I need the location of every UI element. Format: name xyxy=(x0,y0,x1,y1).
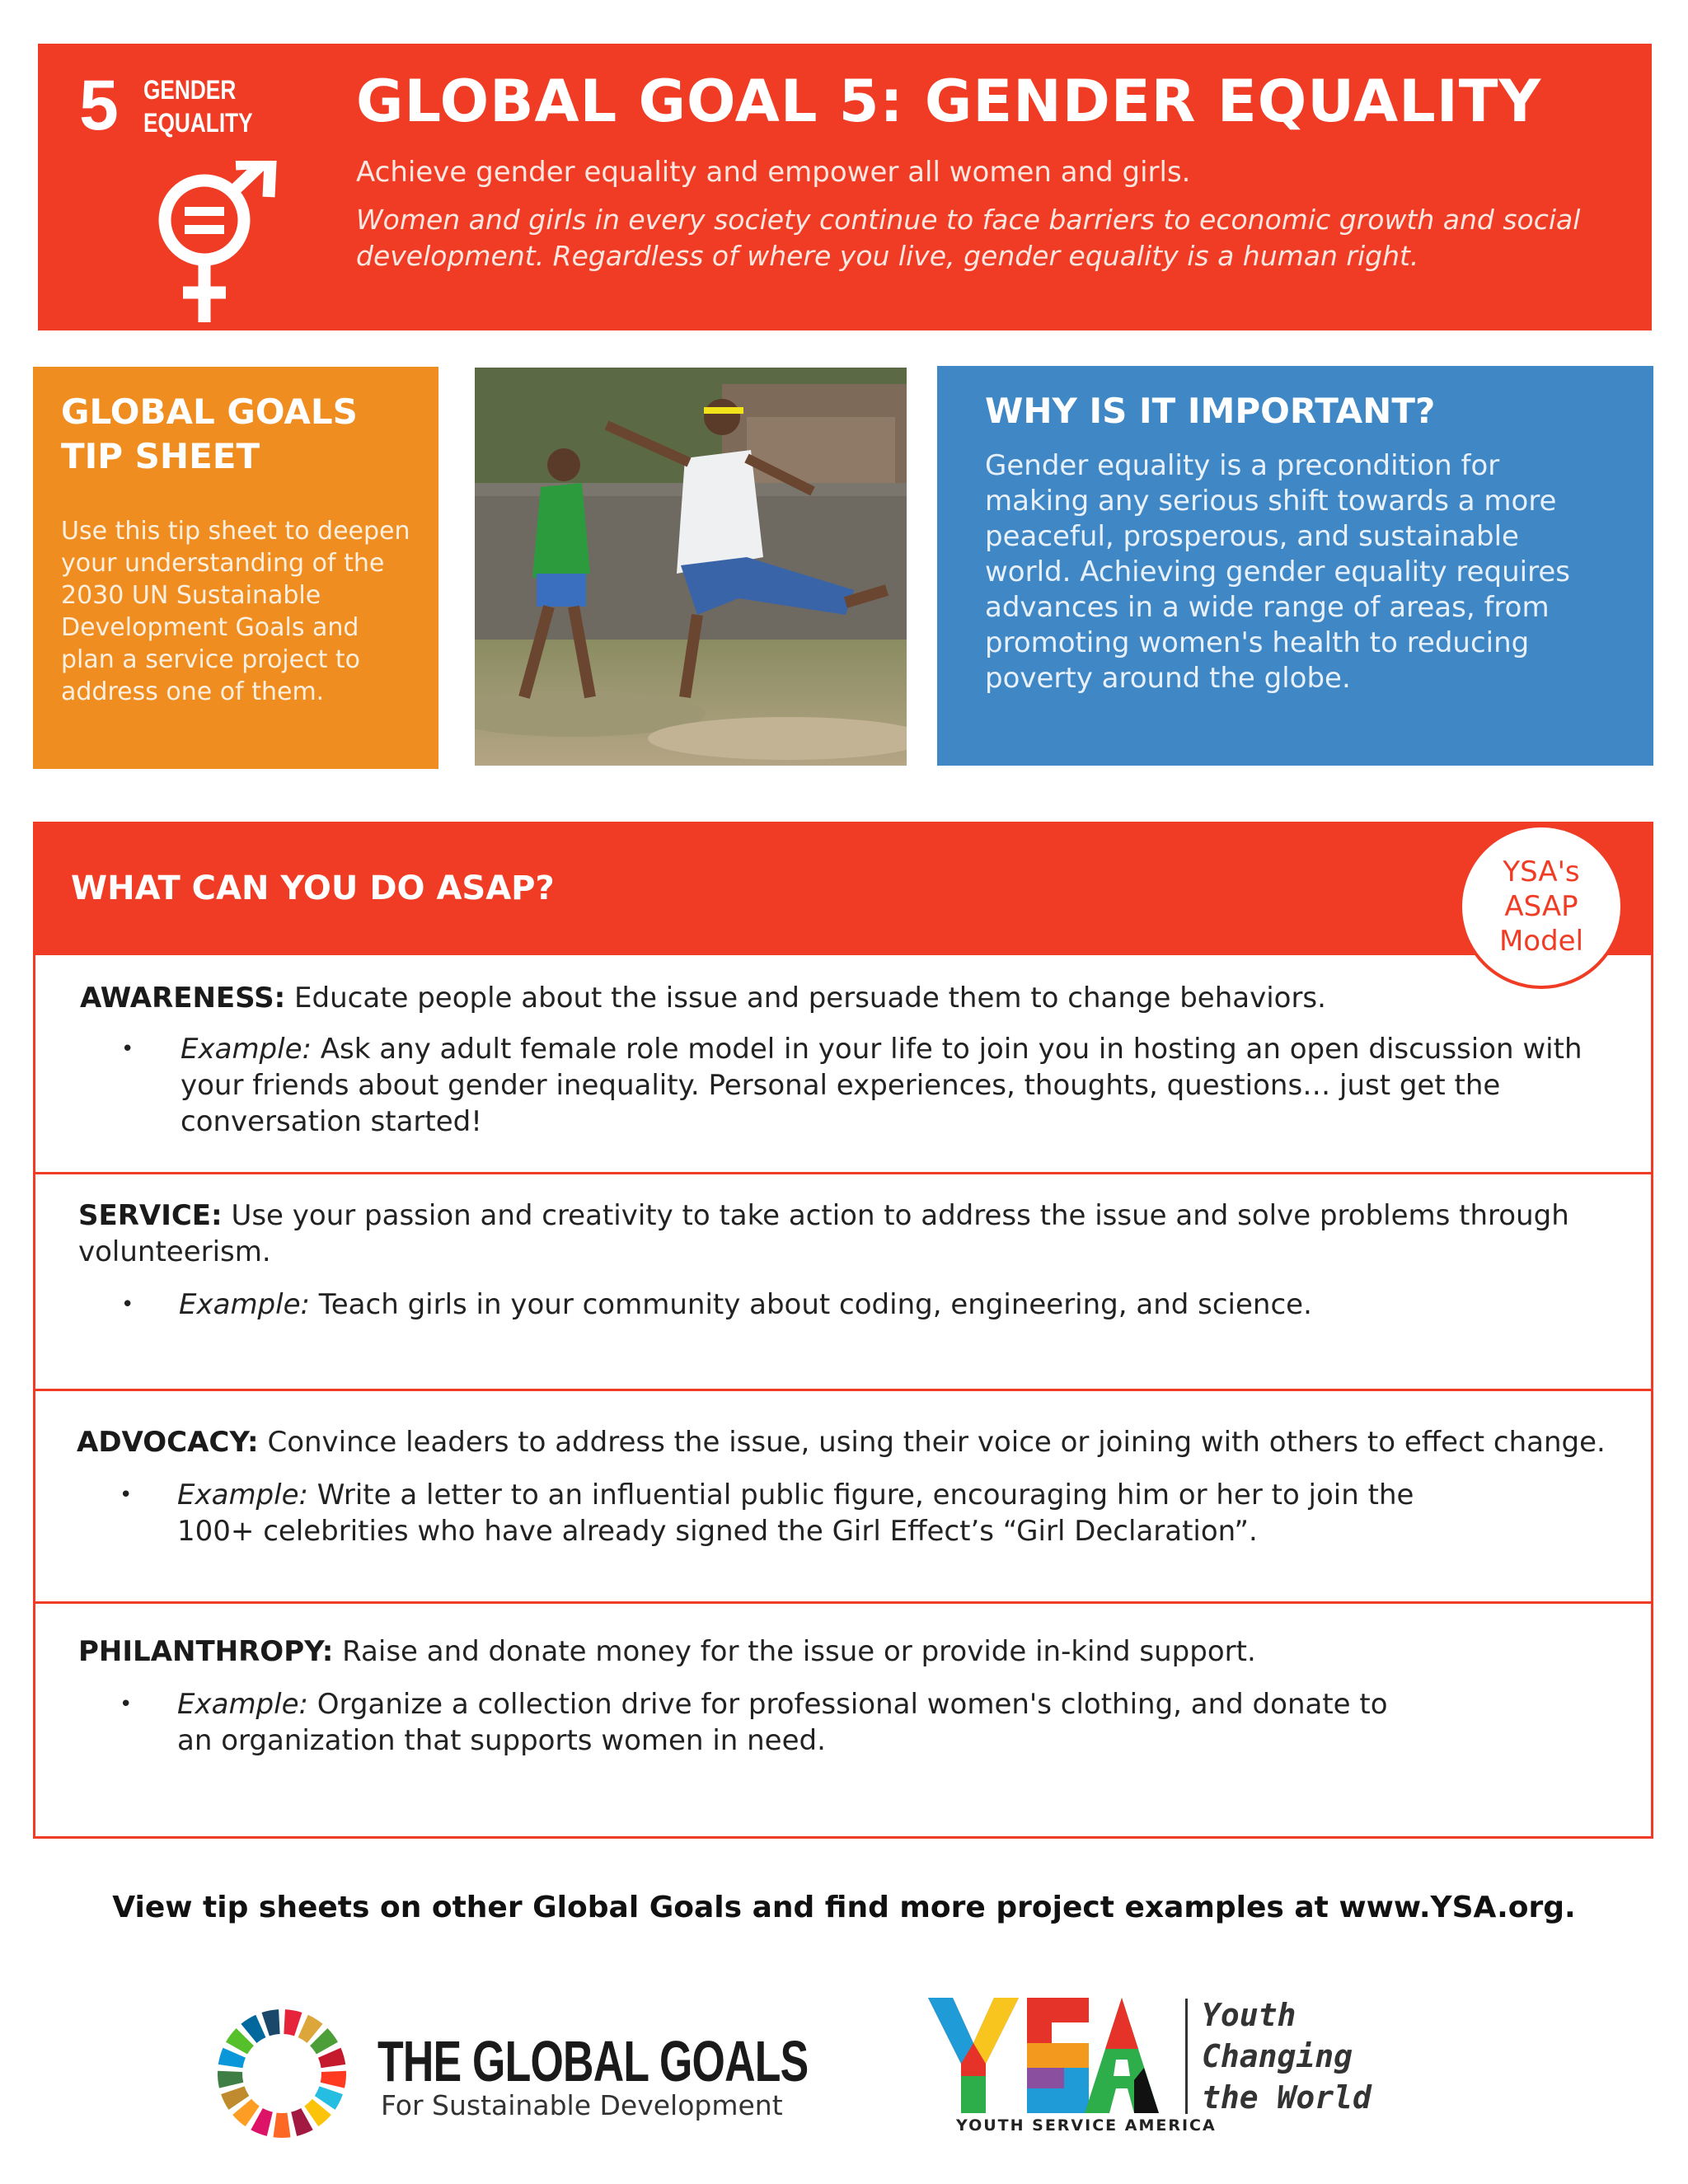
asap-header xyxy=(33,822,1653,955)
tip-sheet-box xyxy=(33,367,438,769)
section-example: Example: Ask any adult female role model in your life to join you in hosting an open discussion with your friends about gender inequality. Personal experiences, thoughts, questions… just get the conversation started! xyxy=(181,1033,1582,1138)
ysa-logo xyxy=(928,1998,1159,2113)
asap-section-philanthropy xyxy=(35,1604,1651,1839)
wheel-segment xyxy=(321,2071,346,2088)
section-heading: PHILANTHROPY: Raise and donate money for the issue or provide in-kind support. xyxy=(78,1635,1256,1668)
gender-equality-icon xyxy=(153,161,285,326)
bullet-icon: • xyxy=(120,1692,133,1717)
asap-section-service xyxy=(35,1174,1651,1391)
tip-sheet-text: Use this tip sheet to deepen your understanding of the 2030 UN Sustainable Development Goals and plan a service project to address one of them. xyxy=(61,517,410,706)
sdg-label: GENDER EQUALITY xyxy=(143,75,253,138)
section-example: Example: Organize a collection drive for professional women's clothing, and donate to an organization that supports women in need. xyxy=(177,1688,1388,1757)
wheel-segment xyxy=(274,2113,291,2138)
why-important-title: WHY IS IT IMPORTANT? xyxy=(985,391,1436,431)
page-title: GLOBAL GOAL 5: GENDER EQUALITY xyxy=(356,68,1542,135)
asap-title: WHAT CAN YOU DO ASAP? xyxy=(71,869,555,907)
section-example: Example: Write a letter to an influential public figure, encouraging him or her to join the 100+ celebrities who have already signed the Girl Effect’s “Girl Declaration”. xyxy=(177,1479,1414,1548)
section-example: Example: Teach girls in your community about coding, engineering, and science. xyxy=(179,1288,1312,1321)
section-heading: AWARENESS: Educate people about the issue and persuade them to change behaviors. xyxy=(80,982,1326,1015)
girls-playing-photo xyxy=(475,368,907,766)
bullet-icon: • xyxy=(121,1292,134,1317)
asap-section-awareness xyxy=(35,955,1651,1174)
ysa-divider xyxy=(1185,1999,1188,2114)
goal-banner xyxy=(38,44,1652,330)
footer-link-text: View tip sheets on other Global Goals and find more project examples at www.YSA.org. xyxy=(112,1891,1576,1924)
tip-sheet-title: GLOBAL GOALS TIP SHEET xyxy=(61,391,358,476)
ysa-org-name: YOUTH SERVICE AMERICA xyxy=(956,2116,1217,2135)
bullet-icon: • xyxy=(120,1483,133,1507)
bullet-icon: • xyxy=(121,1037,134,1062)
wheel-segment xyxy=(261,2009,279,2036)
wheel-segment xyxy=(284,2009,302,2036)
global-goals-logo-subtitle: For Sustainable Development xyxy=(381,2089,783,2121)
global-goals-wheel-icon xyxy=(216,2008,348,2139)
ysa-tagline: Youth Changing the World xyxy=(1202,1997,1372,2116)
asap-sections xyxy=(33,955,1653,1839)
page-subtitle: Achieve gender equality and empower all women and girls. xyxy=(356,156,1191,189)
sdg5-badge xyxy=(63,62,343,326)
wheel-segment xyxy=(218,2071,243,2088)
ysa-asap-model-badge: YSA's ASAP Model xyxy=(1459,824,1624,989)
section-heading: ADVOCACY: Convince leaders to address the issue, using their voice or joining with others to effect change. xyxy=(77,1426,1606,1459)
why-important-text: Gender equality is a precondition for making any serious shift towards a more peaceful, prosperous, and sustainable world. Achieving gender equality requires advances in a wide range of areas, from promoting women's health to reducing poverty around the globe. xyxy=(985,449,1570,695)
global-goals-logo-title: THE GLOBAL GOALS xyxy=(377,2029,809,2093)
asap-section-advocacy xyxy=(35,1391,1651,1604)
sdg-number: 5 xyxy=(79,66,119,145)
why-important-box xyxy=(937,366,1653,766)
section-heading: SERVICE: Use your passion and creativity to take action to address the issue and solve problems through volunteerism. xyxy=(78,1199,1569,1268)
intro-text: Women and girls in every society continue to face barriers to economic growth and social development. Regardless of where you live, gender equality is a human right. xyxy=(356,204,1581,272)
